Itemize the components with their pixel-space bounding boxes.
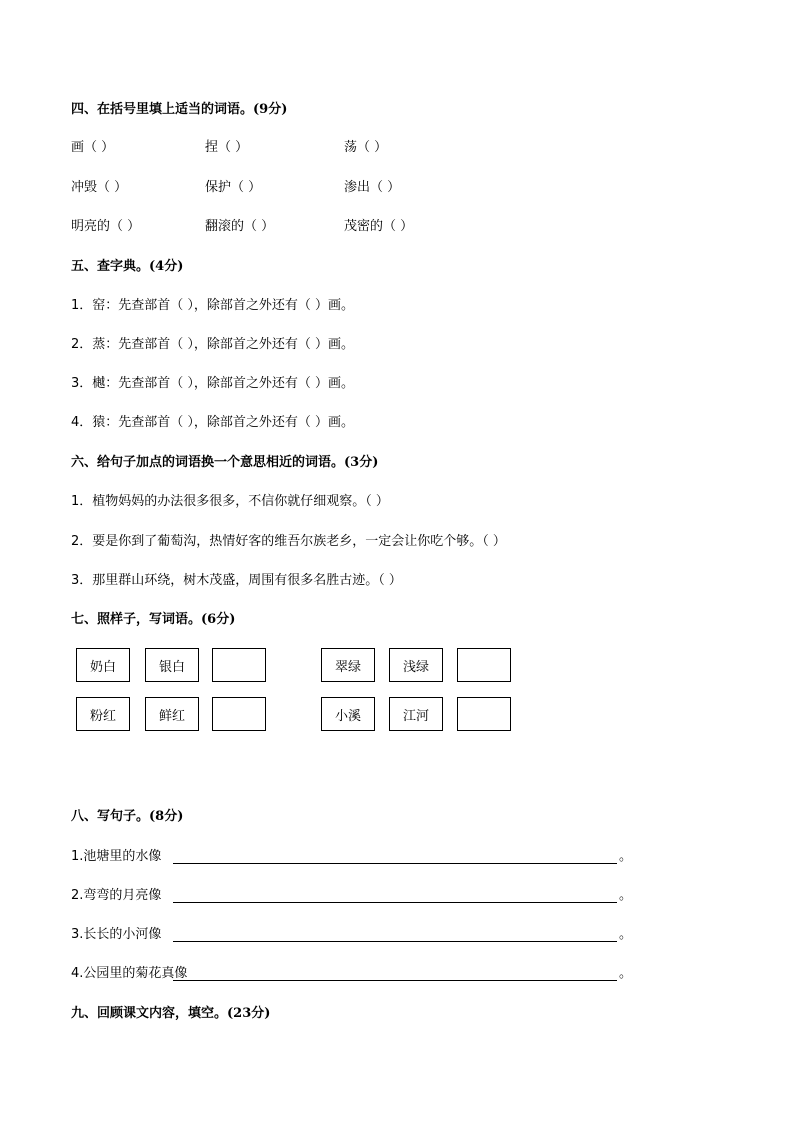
fill-item[interactable]: 茂密的（ ）	[344, 219, 414, 234]
dictionary-item[interactable]: 4．猿：先查部首（ ），除部首之外还有（ ）画。	[71, 415, 355, 430]
dictionary-item[interactable]: 1．窑：先查部首（ ），除部首之外还有（ ）画。	[71, 298, 355, 313]
answer-box[interactable]	[212, 648, 266, 682]
word-box: 粉红	[76, 697, 130, 731]
sentence-end: 。	[619, 966, 633, 981]
fill-item[interactable]: 明亮的（ ）	[71, 219, 141, 234]
sentence-end: 。	[619, 927, 633, 942]
section-7-heading: 七、照样子，写词语。(6分)	[71, 612, 236, 627]
word-box: 鲜红	[145, 697, 199, 731]
word-box: 翠绿	[321, 648, 375, 682]
answer-line[interactable]	[173, 941, 617, 942]
section-6-heading: 六、给句子加点的词语换一个意思相近的词语。(3分)	[71, 455, 379, 470]
synonym-item[interactable]: 1．植物妈妈的办法很多很多，不信你就仔细观察。（ ）	[71, 494, 389, 509]
synonym-item[interactable]: 2．要是你到了葡萄沟，热情好客的维吾尔族老乡，一定会让你吃个够。（ ）	[71, 534, 506, 549]
answer-box[interactable]	[457, 648, 511, 682]
sentence-prompt: 4.公园里的菊花真像	[71, 966, 188, 981]
fill-item[interactable]: 捏（ ）	[205, 140, 249, 155]
dictionary-item[interactable]: 3．樾：先查部首（ ），除部首之外还有（ ）画。	[71, 376, 355, 391]
word-box: 小溪	[321, 697, 375, 731]
sentence-end: 。	[619, 849, 633, 864]
word-box: 奶白	[76, 648, 130, 682]
section-4-heading: 四、在括号里填上适当的词语。(9分)	[71, 102, 288, 117]
sentence-prompt: 2.弯弯的月亮像	[71, 888, 162, 903]
answer-box[interactable]	[457, 697, 511, 731]
section-9-heading: 九、回顾课文内容，填空。(23分)	[71, 1006, 271, 1021]
sentence-prompt: 1.池塘里的水像	[71, 849, 162, 864]
word-box: 浅绿	[389, 648, 443, 682]
answer-box[interactable]	[212, 697, 266, 731]
fill-item[interactable]: 画（ ）	[71, 140, 115, 155]
sentence-end: 。	[619, 888, 633, 903]
word-box: 银白	[145, 648, 199, 682]
section-8-heading: 八、写句子。(8分)	[71, 809, 184, 824]
fill-item[interactable]: 保护（ ）	[205, 180, 262, 195]
word-box: 江河	[389, 697, 443, 731]
fill-item[interactable]: 荡（ ）	[344, 140, 388, 155]
answer-line[interactable]	[173, 980, 617, 981]
fill-item[interactable]: 冲毁（ ）	[71, 180, 128, 195]
answer-line[interactable]	[173, 902, 617, 903]
fill-item[interactable]: 翻滚的（ ）	[205, 219, 275, 234]
section-5-heading: 五、查字典。(4分)	[71, 259, 184, 274]
dictionary-item[interactable]: 2．蒸：先查部首（ ），除部首之外还有（ ）画。	[71, 337, 355, 352]
synonym-item[interactable]: 3．那里群山环绕，树木茂盛，周围有很多名胜古迹。（ ）	[71, 573, 402, 588]
answer-line[interactable]	[173, 863, 617, 864]
sentence-prompt: 3.长长的小河像	[71, 927, 162, 942]
fill-item[interactable]: 渗出（ ）	[344, 180, 401, 195]
